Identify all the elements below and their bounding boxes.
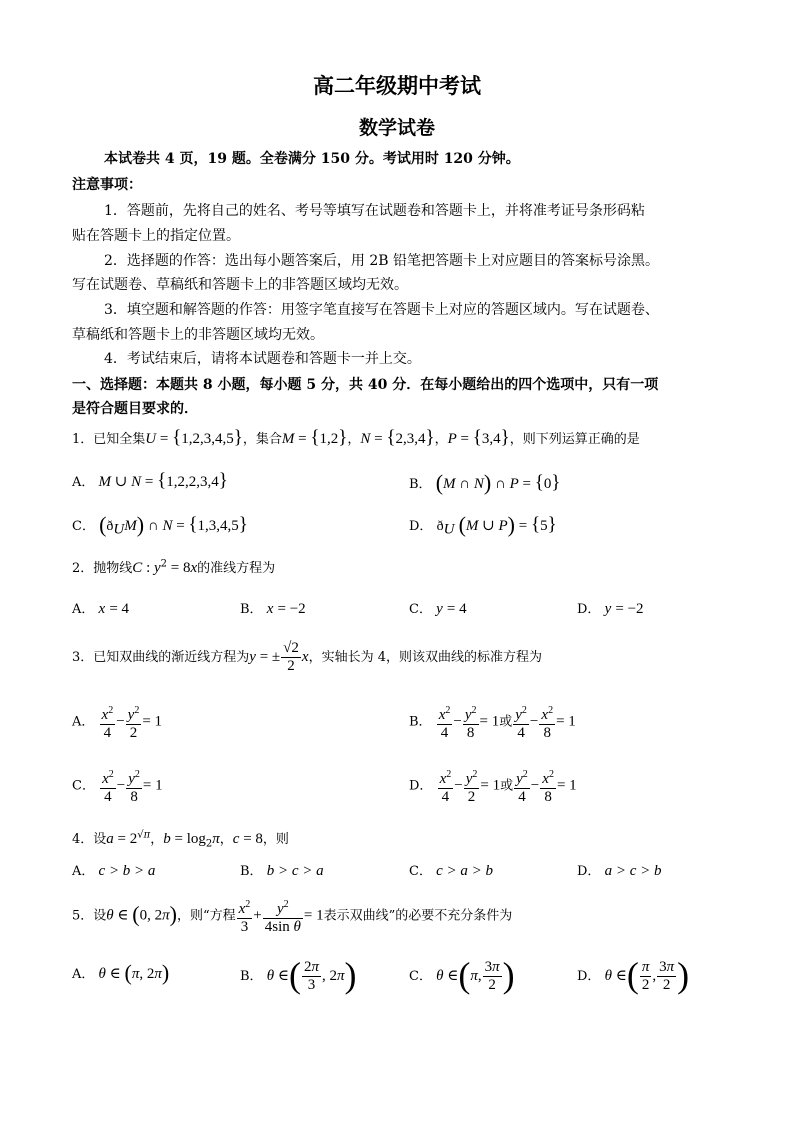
set-p: 3,4 [481, 431, 501, 447]
q1-option-c: C． $(ð_UM)$ ∩ N = {1,3,4,5} [72, 512, 248, 538]
question-text: 已知全集 [93, 432, 146, 447]
q5-option-b: B． θ ∈( $\frac{2\pi}{3}$ , 2π) [240, 955, 357, 995]
exam-subject: 数学试卷 [358, 117, 435, 139]
q4-option-d: D． a > c > b [577, 863, 662, 879]
q4-option-c: C． c > a > b [409, 863, 493, 879]
notice-item-1-line-1: 1．答题前，先将自己的姓名、考号等填写在试题卷和答题卡上，并将准考证号条形码粘 [104, 203, 645, 219]
q1-option-d: D． $ð_U$ (M ∪ P) = {5} [409, 512, 557, 538]
question-1: 1．已知全集U = {1,2,3,4,5}，集合M = {1,2}，N = {2,3,4}，P = {3,4}，则下列运算正确的是 [72, 427, 640, 448]
set-n: 2,3,4 [395, 431, 426, 447]
exam-summary: 本试卷共 4 页，19 题。全卷满分 150 分。考试用时 120 分钟。 [104, 151, 520, 167]
section-1-heading-line-2: 是符合题目要求的． [72, 401, 198, 417]
notice-item-1-line-2: 贴在答题卡上的指定位置。 [72, 228, 240, 244]
question-number: 1． [72, 432, 94, 447]
q4-option-a: A． c > b > a [72, 863, 156, 879]
q1-option-a: A． M ∪ N = {1,2,2,3,4} [72, 470, 228, 491]
question-3: 3．已知双曲线的渐近线方程为y = ± $\frac{√2}{2}$ x，实轴长为 4，则该双曲线的标准方程为 [72, 640, 542, 674]
q3-option-a: A． $\frac{x^2}{4}$ − $\frac{y^2}{2}$ = 1 [72, 702, 162, 742]
section-1-heading-line-1: 一、选择题：本题共 8 小题，每小题 5 分，共 40 分．在每小题给出的四个选项中，只有一项 [72, 377, 659, 393]
notice-item-3-line-2: 草稿纸和答题卡上的非答题区域均无效。 [72, 327, 324, 343]
q5-option-a: A． θ ∈ (π, 2π) [72, 960, 170, 985]
exam-title: 高二年级期中考试 [313, 73, 481, 98]
notice-item-2-line-2: 写在试题卷、草稿纸和答题卡上的非答题区域均无效。 [72, 277, 408, 293]
notice-heading: 注意事项： [72, 177, 142, 193]
q2-option-c: C． y = 4 [409, 601, 467, 617]
q3-option-c: C． $\frac{x^2}{4}$ − $\frac{y^2}{8}$ = 1 [72, 766, 163, 806]
q5-option-d: D． θ ∈( $\frac{\pi}{2}$ , $\frac{3\pi}{2}$ ) [577, 955, 690, 995]
question-5: 5．设θ ∈ (0, 2π)，则“方程 $\frac{x^2}{3}$ + $\frac{y^2}{\text{4sin θ}}$ = 1表示双曲线”的必要不充分条件为 [72, 896, 512, 936]
q2-option-a: A． x = 4 [72, 601, 130, 617]
q5-option-c: C． θ ∈(π, $\frac{3\pi}{2}$ ) [409, 955, 515, 995]
question-4: 4．设$a = 2^{√\pi}$，$b = \log_2\pi$，c = 8，则 [72, 829, 289, 850]
set-u: 1,2,3,4,5 [181, 431, 234, 447]
q2-option-b: B． x = −2 [240, 601, 306, 617]
set-m: 1,2 [319, 431, 339, 447]
q3-option-d: D． $\frac{x^2}{4}$ − $\frac{y^2}{2}$ = 1或 $\frac{y^2}{4}$ − $\frac{x^2}{8}$ = 1 [409, 766, 577, 806]
q3-option-b: B． $\frac{x^2}{4}$ − $\frac{y^2}{8}$ = 1或 $\frac{y^2}{4}$ − $\frac{x^2}{8}$ = 1 [409, 702, 576, 742]
notice-item-2-line-1: 2．选择题的作答：选出每小题答案后，用 2B 铅笔把答题卡上对应题目的答案标号涂黑。 [104, 253, 660, 269]
q1-option-b: B． (M ∩ N) ∩ P = {0} [409, 470, 561, 495]
notice-item-3-line-1: 3．填空题和解答题的作答：用签字笔直接写在答题卡上对应的答题区域内。写在试题卷、 [104, 302, 659, 318]
notice-item-4: 4．考试结束后，请将本试题卷和答题卡一并上交。 [104, 351, 421, 367]
question-2: 2．抛物线C : $y^2 = 8x$的准线方程为 [72, 558, 276, 576]
q4-option-b: B． b > c > a [240, 863, 324, 879]
q2-option-d: D． y = −2 [577, 601, 644, 617]
